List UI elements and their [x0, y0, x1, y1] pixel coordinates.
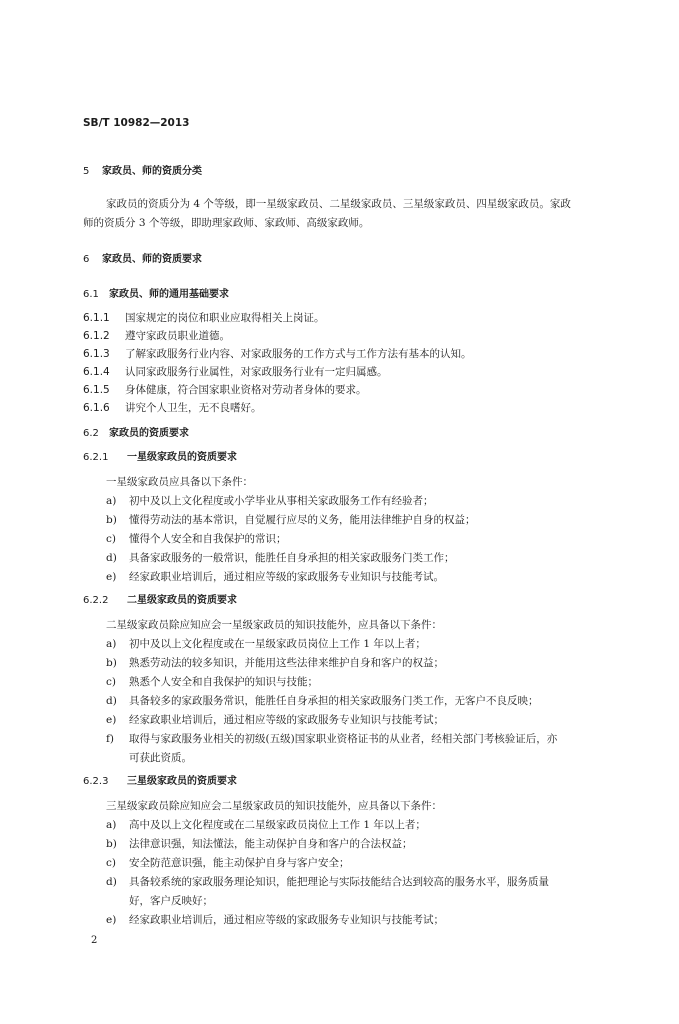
item-continuation: 可获此资质。 — [129, 752, 192, 764]
section-6-1-heading — [83, 288, 229, 302]
section-6-2-1-heading — [83, 451, 237, 465]
section-6-2-2-heading — [83, 594, 237, 608]
list-item — [106, 494, 434, 508]
list-item — [83, 347, 472, 361]
section-number: 6.2 — [83, 428, 99, 439]
section-number: 6.2.1 — [83, 452, 109, 463]
item-label: a) — [106, 495, 117, 507]
item-text: 国家规定的岗位和职业应取得相关上岗证。 — [125, 312, 325, 324]
list-item — [106, 656, 444, 670]
item-label: b) — [106, 657, 117, 669]
item-label: c) — [106, 857, 116, 869]
item-text: 具备较多的家政服务常识，能胜任自身承担的相关家政服务门类工作，无客户不良反映； — [129, 695, 539, 707]
section-6-2-3-heading — [83, 775, 237, 789]
section-number: 5 — [83, 166, 90, 177]
item-number: 6.1.4 — [83, 366, 110, 378]
item-text: 法律意识强，知法懂法，能主动保护自身和客户的合法权益； — [129, 838, 413, 850]
list-item — [106, 837, 413, 851]
list-item — [83, 329, 230, 343]
section-number: 6.2.3 — [83, 776, 109, 787]
section-title: 二星级家政员的资质要求 — [127, 595, 237, 606]
item-text: 取得与家政服务业相关的初级(五级)国家职业资格证书的从业者，经相关部门考核验证后，亦 — [129, 733, 558, 745]
item-text: 遵守家政员职业道德。 — [125, 330, 230, 342]
item-label: a) — [106, 819, 117, 831]
item-text: 高中及以上文化程度或在二星级家政员岗位上工作 1 年以上者； — [129, 819, 426, 831]
item-label: b) — [106, 838, 117, 850]
list-item — [83, 365, 388, 379]
item-text: 认同家政服务行业属性，对家政服务行业有一定归属感。 — [125, 366, 388, 378]
section-5-heading — [83, 165, 202, 179]
list-item — [106, 637, 426, 651]
item-number: 6.1.6 — [83, 402, 110, 414]
list-item — [83, 383, 367, 397]
list-item — [106, 875, 549, 889]
item-label: d) — [106, 552, 117, 564]
section-title: 家政员、师的资质要求 — [102, 254, 202, 265]
list-item — [106, 713, 444, 727]
item-text: 熟悉个人安全和自我保护的知识与技能； — [129, 676, 318, 688]
section-title: 一星级家政员的资质要求 — [127, 452, 237, 463]
section-6-2-heading — [83, 427, 189, 441]
section-title: 家政员、师的资质分类 — [102, 166, 202, 177]
item-text: 经家政职业培训后，通过相应等级的家政服务专业知识与技能考试； — [129, 914, 444, 926]
item-label: d) — [106, 695, 117, 707]
list-item — [106, 732, 557, 746]
list-item — [106, 913, 444, 927]
list-item — [106, 532, 287, 546]
list-item — [106, 570, 444, 584]
item-label: a) — [106, 638, 117, 650]
item-text: 熟悉劳动法的较多知识，并能用这些法律来维护自身和客户的权益； — [129, 657, 444, 669]
paragraph-line: 家政员的资质分为 4 个等级，即一星级家政员、二星级家政员、三星级家政员、四星级家政员。家政 — [106, 198, 571, 210]
item-number: 6.1.5 — [83, 384, 110, 396]
item-text: 讲究个人卫生，无不良嗜好。 — [125, 402, 262, 414]
paragraph-line: 师的资质分 3 个等级，即助理家政师、家政师、高级家政师。 — [83, 217, 370, 229]
intro-text: 一星级家政员应具备以下条件： — [106, 476, 253, 488]
item-text: 经家政职业培训后，通过相应等级的家政服务专业知识与技能考试； — [129, 714, 444, 726]
item-text: 安全防范意识强，能主动保护自身与客户安全； — [129, 857, 350, 869]
section-title: 三星级家政员的资质要求 — [127, 776, 237, 787]
standard-code: SB/T 10982—2013 — [83, 117, 190, 129]
item-text: 具备家政服务的一般常识，能胜任自身承担的相关家政服务门类工作； — [129, 552, 455, 564]
item-number: 6.1.3 — [83, 348, 110, 360]
list-item — [106, 694, 539, 708]
item-text: 经家政职业培训后，通过相应等级的家政服务专业知识与技能考试。 — [129, 571, 444, 583]
item-label: e) — [106, 571, 117, 583]
list-item — [106, 513, 476, 527]
item-label: d) — [106, 876, 117, 888]
page-number: 2 — [91, 935, 98, 946]
item-number: 6.1.1 — [83, 312, 110, 324]
list-item — [83, 311, 325, 325]
item-continuation: 好，客户反映好； — [129, 895, 213, 907]
list-item — [106, 675, 318, 689]
item-text: 初中及以上文化程度或小学毕业从事相关家政服务工作有经验者； — [129, 495, 434, 507]
section-number: 6.1 — [83, 289, 99, 300]
item-text: 身体健康，符合国家职业资格对劳动者身体的要求。 — [125, 384, 367, 396]
item-label: c) — [106, 676, 116, 688]
list-item — [106, 818, 426, 832]
section-number: 6.2.2 — [83, 595, 109, 606]
section-title: 家政员的资质要求 — [109, 428, 189, 439]
list-item — [106, 551, 455, 565]
item-label: b) — [106, 514, 117, 526]
section-title: 家政员、师的通用基础要求 — [109, 289, 229, 300]
intro-text: 三星级家政员除应知应会二星级家政员的知识技能外，应具备以下条件： — [106, 800, 442, 812]
item-text: 懂得劳动法的基本常识，自觉履行应尽的义务，能用法律维护自身的权益； — [129, 514, 476, 526]
item-text: 具备较系统的家政服务理论知识，能把理论与实际技能结合达到较高的服务水平，服务质量 — [129, 876, 549, 888]
item-text: 初中及以上文化程度或在一星级家政员岗位上工作 1 年以上者； — [129, 638, 426, 650]
item-text: 了解家政服务行业内容、对家政服务的工作方式与工作方法有基本的认知。 — [125, 348, 472, 360]
item-label: e) — [106, 714, 117, 726]
section-6-heading — [83, 253, 202, 267]
item-label: e) — [106, 914, 117, 926]
list-item — [106, 856, 350, 870]
section-number: 6 — [83, 254, 90, 265]
item-number: 6.1.2 — [83, 330, 110, 342]
list-item — [83, 401, 262, 415]
intro-text: 二星级家政员除应知应会一星级家政员的知识技能外，应具备以下条件： — [106, 619, 442, 631]
item-label: f) — [106, 733, 114, 745]
item-label: c) — [106, 533, 116, 545]
item-text: 懂得个人安全和自我保护的常识； — [129, 533, 287, 545]
